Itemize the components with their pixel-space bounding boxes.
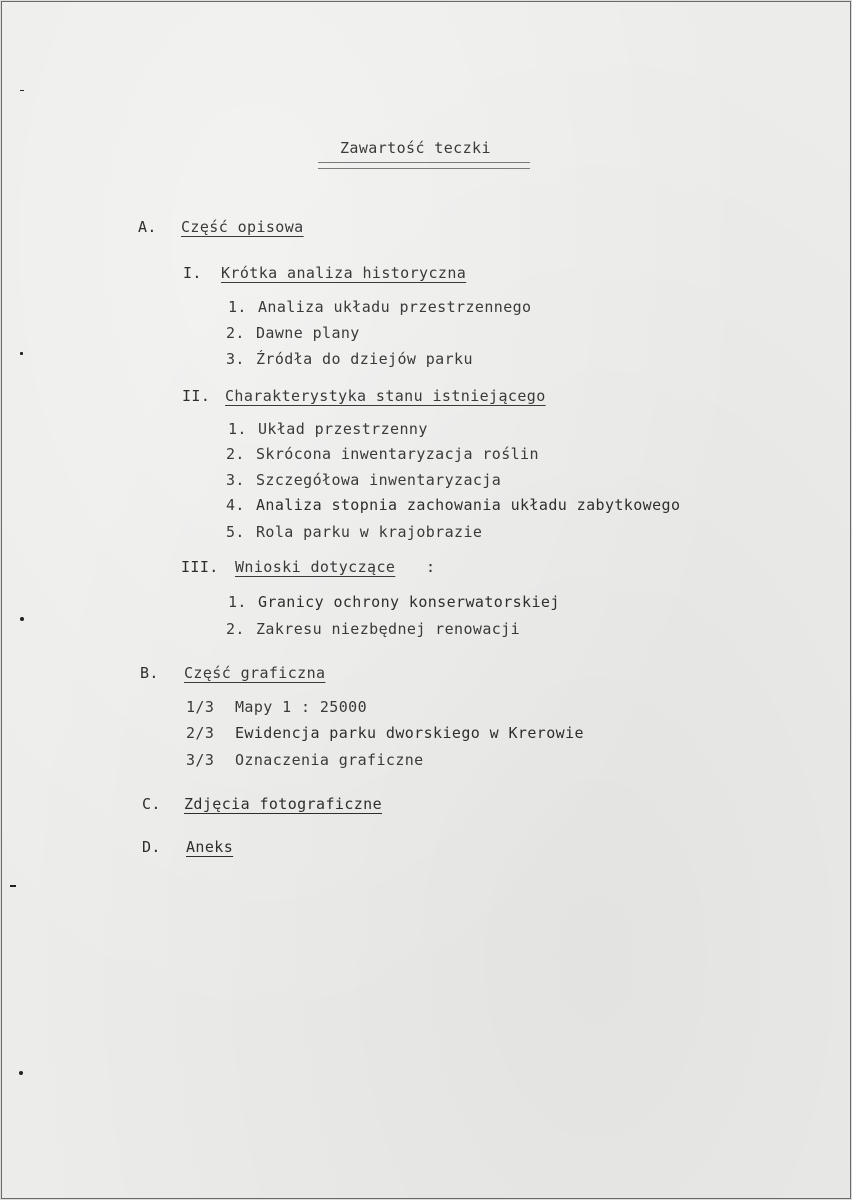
subsection-i-numeral: I. [183,264,202,282]
margin-speck [20,617,24,621]
list-item: Analiza układu przestrzennego [258,298,532,316]
list-item-number: 1/3 [186,698,215,716]
list-item-number: 2. [226,445,245,463]
list-item: Układ przestrzenny [258,420,428,438]
list-item: Analiza stopnia zachowania układu zabytkowego [256,496,681,514]
subsection-iii-colon: : [426,558,436,576]
document-page [1,1,851,1199]
list-item: Szczegółowa inwentaryzacja [256,471,502,489]
list-item: Granicy ochrony konserwatorskiej [258,593,560,611]
list-item: Ewidencja parku dworskiego w Krerowie [235,724,584,742]
margin-speck [20,352,23,355]
list-item-number: 3. [226,471,245,489]
list-item-number: 4. [226,496,245,514]
list-item: Skrócona inwentaryzacja roślin [256,445,539,463]
margin-speck [19,1071,23,1075]
list-item: Mapy 1 : 25000 [235,698,368,716]
margin-speck [20,90,24,91]
list-item-number: 1. [228,420,247,438]
section-b-heading: Część graficzna [184,664,326,682]
subsection-iii-heading: Wnioski dotyczące [235,558,396,576]
list-item-number: 1. [228,298,247,316]
subsection-iii-numeral: III. [181,558,219,576]
list-item: Dawne plany [256,324,360,342]
list-item: Źródła do dziejów parku [256,350,473,368]
list-item-number: 2/3 [186,724,215,742]
subsection-i-heading: Krótka analiza historyczna [221,264,467,282]
list-item-number: 3/3 [186,751,215,769]
section-b-letter: B. [140,664,159,682]
subsection-ii-numeral: II. [182,387,211,405]
list-item-number: 1. [228,593,247,611]
list-item-number: 2. [226,620,245,638]
title-double-rule [318,162,530,169]
subsection-ii-heading: Charakterystyka stanu istniejącego [225,387,546,405]
list-item: Oznaczenia graficzne [235,751,424,769]
list-item-number: 3. [226,350,245,368]
list-item: Rola parku w krajobrazie [256,523,483,541]
section-c-letter: C. [142,795,161,813]
section-a-heading: Część opisowa [181,218,304,236]
section-a-letter: A. [138,218,157,236]
list-item: Zakresu niezbędnej renowacji [256,620,521,638]
section-c-heading: Zdjęcia fotograficzne [184,795,383,813]
page-title: Zawartość teczki [340,139,491,157]
section-d-letter: D. [142,838,161,856]
list-item-number: 2. [226,324,245,342]
list-item-number: 5. [226,523,245,541]
margin-speck [10,885,16,887]
section-d-heading: Aneks [186,838,234,856]
